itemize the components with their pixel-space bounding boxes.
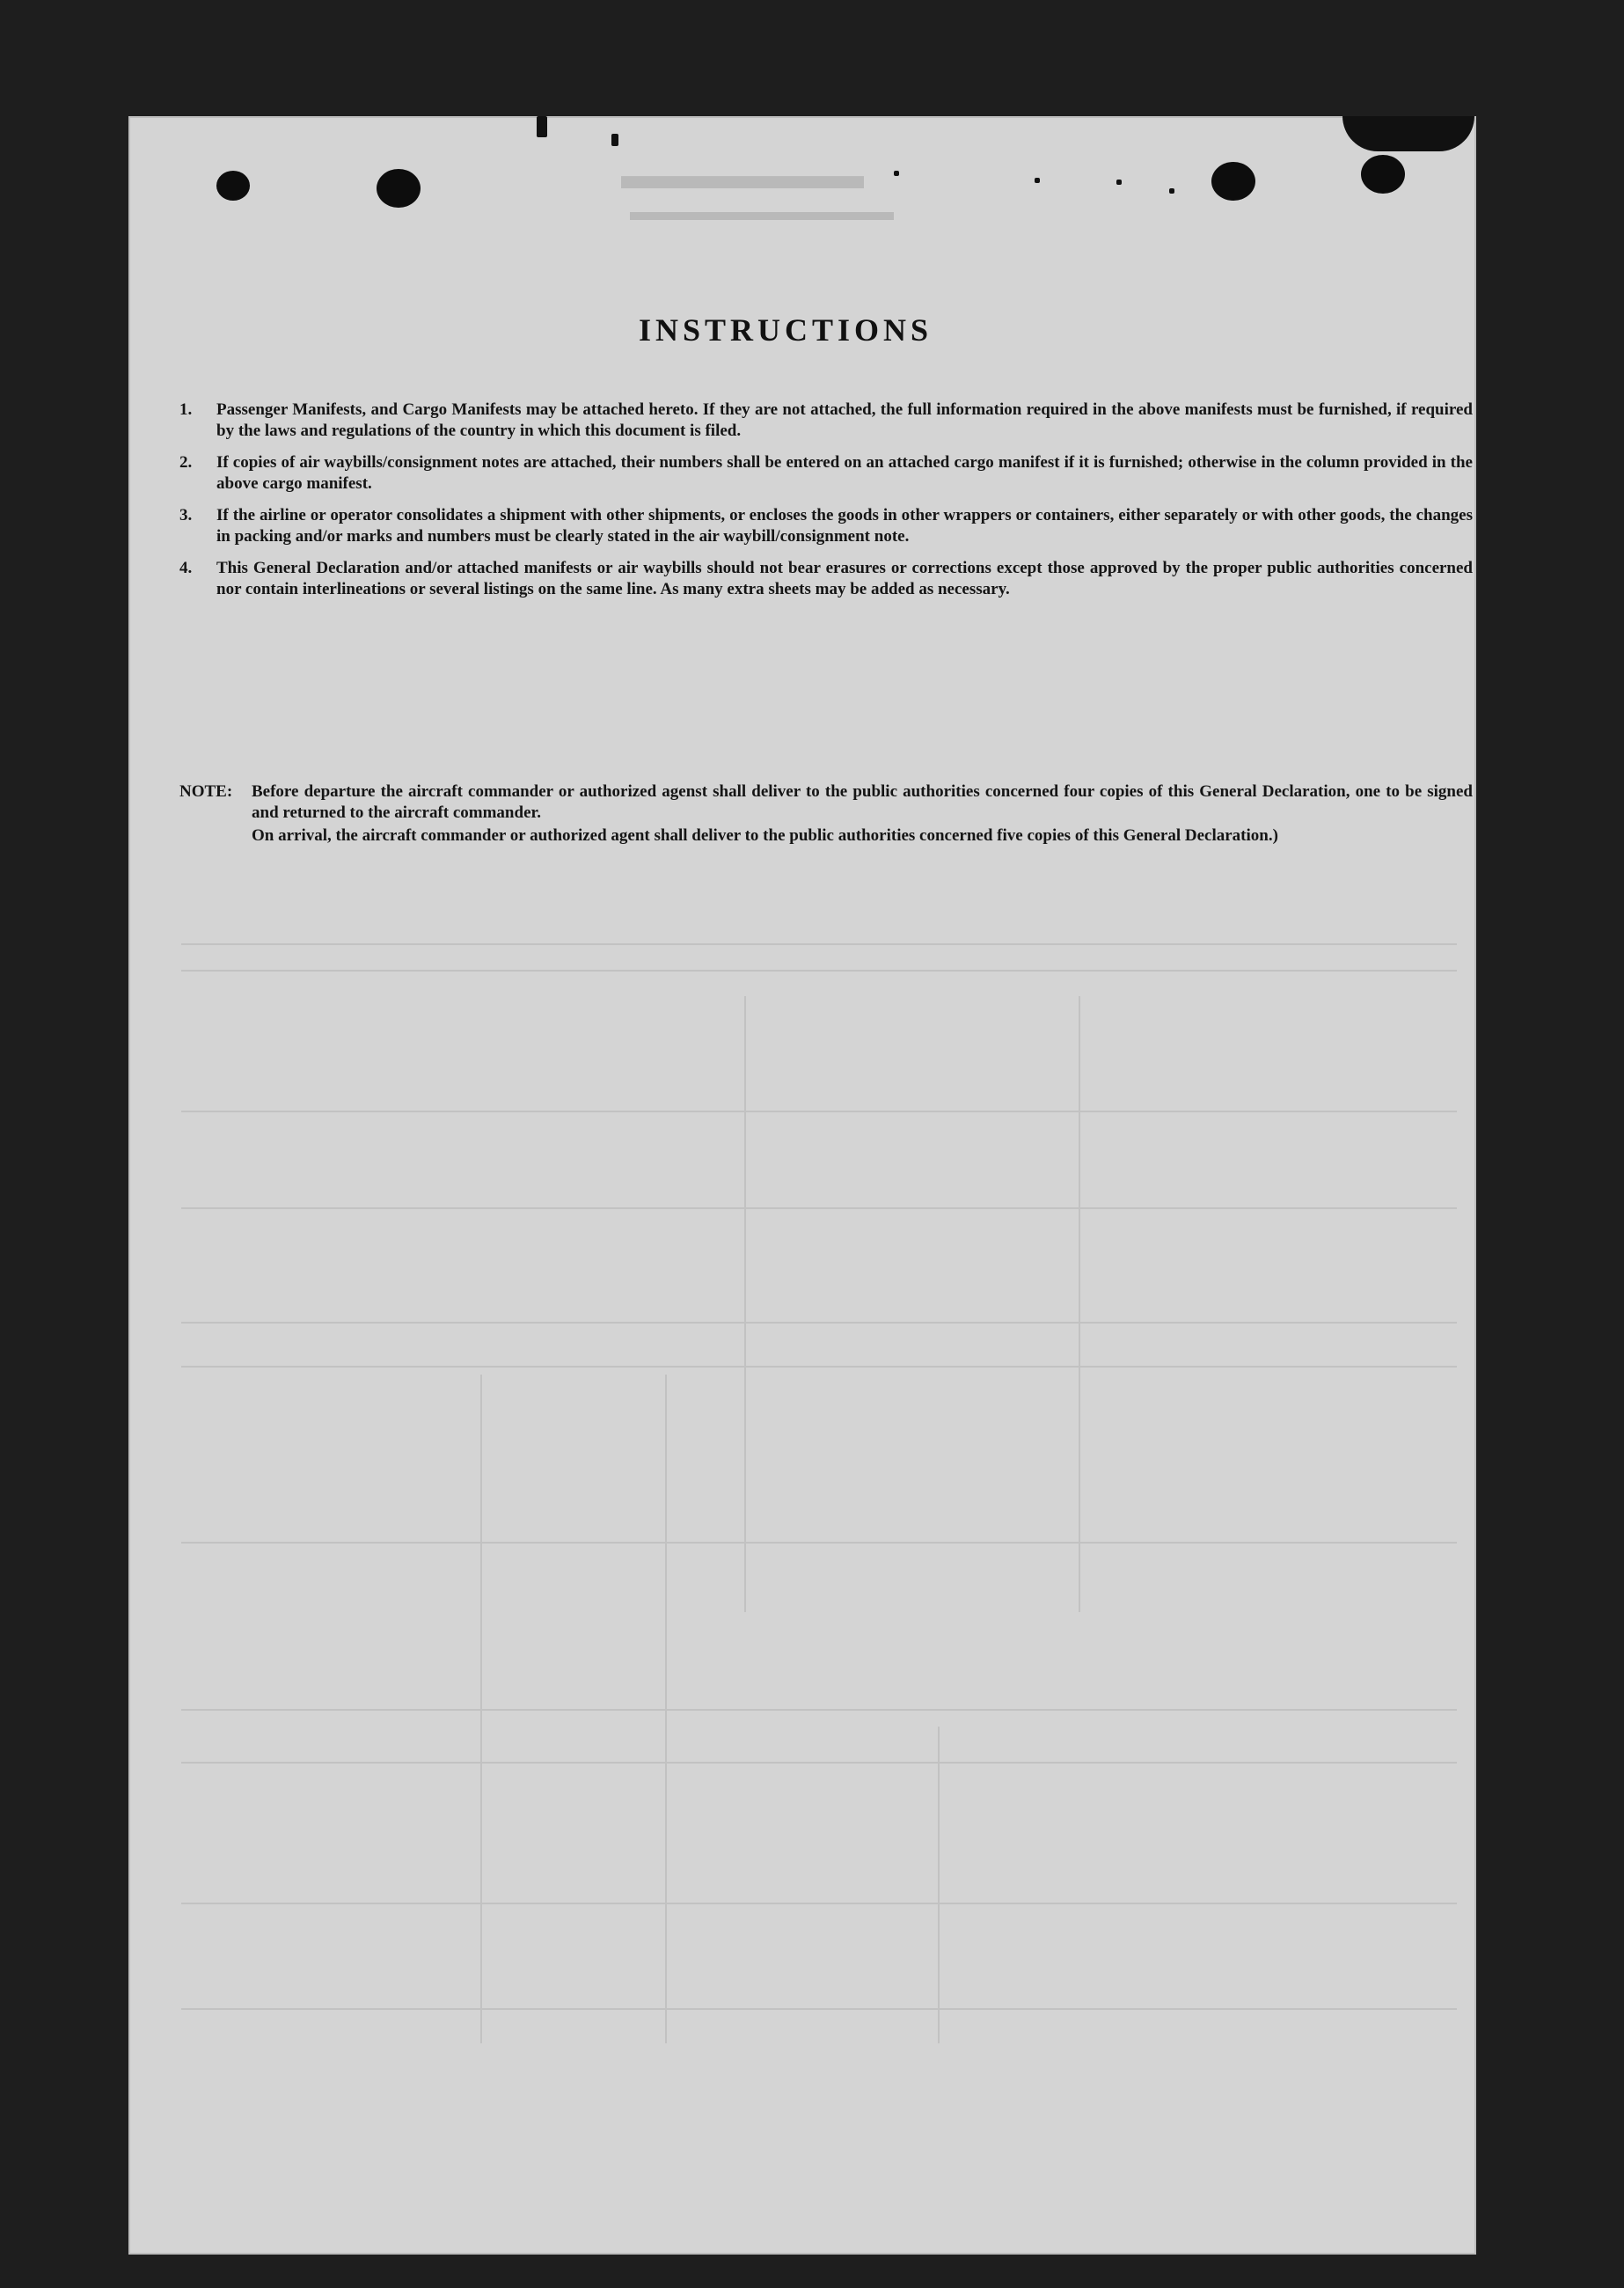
instructions-list	[179, 400, 1473, 611]
bleed-through-rule	[181, 1207, 1457, 1209]
bleed-through-rule	[665, 1375, 667, 2043]
document-page	[128, 116, 1476, 2255]
instruction-text: Passenger Manifests, and Cargo Manifests may be attached hereto. If they are not attached, the full information required in the above manifests must be furnished, if required by the laws and regulations of the country in which this document is filed.	[216, 400, 1473, 440]
bleed-through-rule	[181, 970, 1457, 972]
paper-speck	[611, 134, 618, 146]
bleed-through-rule	[181, 1322, 1457, 1324]
instruction-text: If copies of air waybills/consignment notes are attached, their numbers shall be entered on an attached cargo manifest if it is furnished; otherwise in the column provided in the above cargo manifest.	[216, 453, 1473, 493]
bleed-through-rule	[181, 1709, 1457, 1711]
instruction-item	[179, 505, 1473, 547]
paper-speck	[894, 171, 899, 176]
note-label: NOTE:	[179, 782, 233, 801]
punch-hole	[1211, 162, 1255, 201]
instruction-item	[179, 400, 1473, 442]
instruction-item	[179, 558, 1473, 600]
punch-hole	[377, 169, 421, 208]
bleed-through-rule	[181, 1762, 1457, 1764]
bleed-through-rule	[181, 1111, 1457, 1112]
instruction-number: 4.	[179, 559, 193, 577]
bleed-through-rule	[1079, 996, 1080, 1612]
punch-hole	[216, 171, 250, 201]
bleed-through-rule	[938, 1727, 940, 2043]
note-block	[179, 781, 1473, 847]
bleed-through-rule	[181, 2008, 1457, 2010]
paper-speck	[1169, 188, 1174, 194]
bleed-through-rule	[181, 1542, 1457, 1544]
instruction-number: 3.	[179, 506, 193, 524]
paper-speck	[1342, 116, 1474, 151]
instruction-text: If the airline or operator consolidates a shipment with other shipments, or encloses the goods in other wrappers or containers, either separately or with other goods, the changes in packing and/or marks and numbers must be clearly stated in the air waybill/consignment note.	[216, 506, 1473, 546]
instruction-item	[179, 452, 1473, 495]
bleed-through-rule	[181, 943, 1457, 945]
instruction-text: This General Declaration and/or attached manifests or air waybills should not bear erasures or corrections except those approved by the proper public authorities concerned nor contain interlineations or several listings on the same line. As many extra sheets may be added as necessary.	[216, 559, 1473, 598]
note-arrival-text: On arrival, the aircraft commander or authorized agent shall deliver to the public authorities concerned five copies of this General Declaration.)	[252, 826, 1278, 845]
note-departure-text: Before departure the aircraft commander or authorized agenst shall deliver to the public authorities concerned four copies of this General Declaration, one to be signed and returned to the aircraft commander.	[252, 782, 1473, 822]
instruction-number: 2.	[179, 453, 193, 472]
bleed-through-rule	[480, 1375, 482, 2043]
instruction-number: 1.	[179, 400, 193, 419]
page-title: INSTRUCTIONS	[639, 312, 933, 348]
bleed-through-rule	[744, 996, 746, 1612]
paper-speck	[1116, 180, 1122, 185]
paper-speck	[1035, 178, 1040, 183]
bleed-through-heading: ▬▬▬▬▬▬	[621, 152, 864, 197]
paper-speck	[537, 116, 547, 137]
punch-hole	[1361, 155, 1405, 194]
bleed-through-rule	[181, 1903, 1457, 1904]
bleed-through-heading: ▬▬▬▬▬▬▬▬▬▬	[630, 197, 894, 226]
bleed-through-rule	[181, 1366, 1457, 1368]
